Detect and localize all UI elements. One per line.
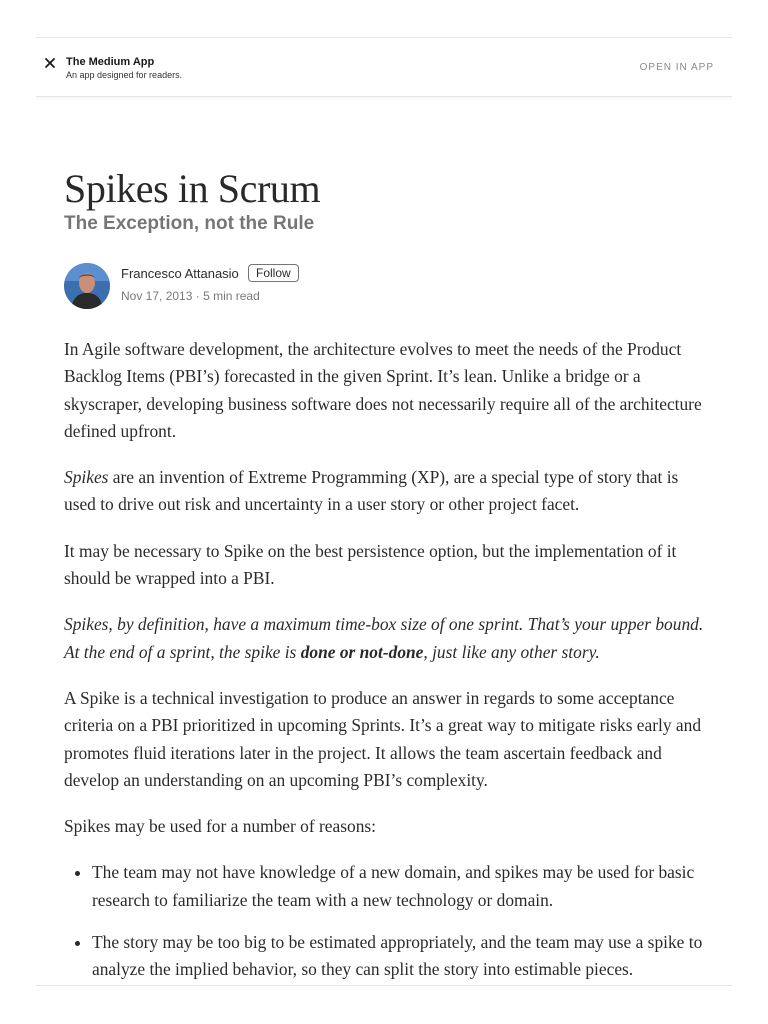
app-banner [36,37,732,97]
read-time: 5 min read [203,289,260,303]
article-subtitle: The Exception, not the Rule [64,213,315,234]
paragraph-text: are an invention of Extreme Programming (XP), are a special type of story that is used to drive out risk and uncertainty in a user story or other project facet. [64,467,679,515]
paragraph: In Agile software development, the architecture evolves to meet the needs of the Product Backlog Items (PBI’s) forecasted in the given Sprint. It’s lean. Unlike a bridge or a skyscraper, developing business software does not necessarily require all of the architecture defined upfront. [64,339,702,441]
emphasis-text: Spikes [64,467,109,488]
open-in-app-button[interactable]: OPEN IN APP [639,62,714,73]
close-icon[interactable] [42,55,60,73]
banner-title: The Medium App [66,56,155,68]
author-row [64,263,708,309]
article [64,166,708,999]
banner-text [66,56,182,81]
author-avatar[interactable] [64,263,110,309]
paragraph-text: , just like any other story. [423,641,600,662]
paragraph: Spikes may be used for a number of reasons: [64,816,376,837]
paragraph: A Spike is a technical investigation to produce an answer in regards to some acceptance criteria on a PBI prioritized in upcoming Sprints. It’s a great way to mitigate risks early and promotes fluid iterations later in the project. It allows the team ascertain feedback and develop an understanding on an upcoming PBI’s complexity. [64,687,702,790]
list-item: • The team may not have knowledge of a new domain, and spikes may be used for basic research to familiarize the team with a new technology or domain. [92,859,708,914]
article-body [64,336,708,984]
banner-subtitle: An app designed for readers. [66,70,183,80]
publish-date: Nov 17, 2013 [121,289,193,303]
article-title: Spikes in Scrum [64,166,321,211]
author-name[interactable]: Francesco Attanasio [121,266,239,281]
paragraph-italic [64,611,708,666]
paragraph: It may be necessary to Spike on the best persistence option, but the implementation of it should be wrapped into a PBI. [64,540,677,589]
bottom-divider [36,985,732,986]
bullet-list [64,859,708,983]
list-item: • The story may be too big to be estimated appropriately, and the team may use a spike to analyze the implied behavior, so they can split the story into estimable pieces. [92,929,708,984]
paragraph-text: Spikes, by definition, have a maximum time-box size of one sprint. That’s your upper bound. At the end of a sprint, the spike is [64,614,704,662]
article-meta [121,287,260,305]
paragraph [64,464,708,519]
italic-text [64,614,703,661]
bold-text: done or not-done [300,641,424,662]
meta-separator: · [192,289,204,303]
follow-button[interactable]: Follow [248,264,299,282]
